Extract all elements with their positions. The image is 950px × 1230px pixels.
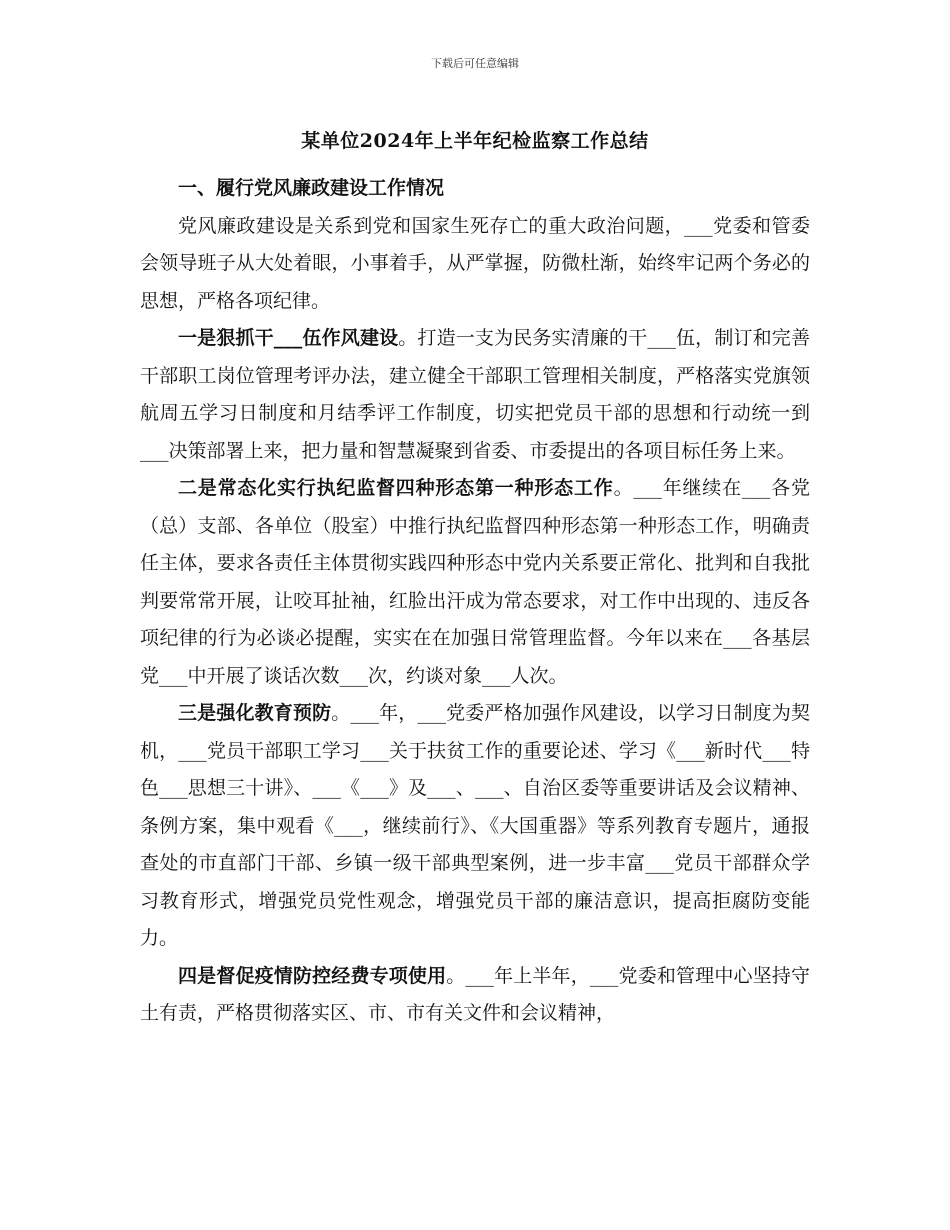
point-body: 。___年继续在___各党（总）支部、各单位（股室）中推行执纪监督四种形态第一种形态工作，明确责任主体，要求各责任主体贯彻实践四种形态中党内关系要正常化、批判和自我批判要常常开展，让咬耳扯袖，红脸出汗成为常态要求，对工作中出现的、违反各项纪律的行为必谈必提醒，实实在在加强日常管理监督。今年以来在___各基层党___中开展了谈话次数___次，约谈对象___人次。 xyxy=(140,477,810,687)
intro-paragraph: 党风廉政建设是关系到党和国家生死存亡的重大政治问题，___党委和管委会领导班子从大处着眼，小事着手，从严掌握，防微杜渐，始终牢记两个务必的思想，严格各项纪律。 xyxy=(140,214,810,312)
point-lead: 二是常态化实行执纪监督四种形态第一种形态工作 xyxy=(178,477,614,499)
point-lead: 四是督促疫情防控经费专项使用 xyxy=(178,964,447,987)
point-body: 。___年，___党委严格加强作风建设，以学习日制度为契机，___党员干部职工学习___关于扶贫工作的重要论述、学习《___新时代___特色___思想三十讲》、___《___》及___、___、自治区委等重要讲话及会议精神、条例方案，集中观看《___，继续前行》、《大国重器》等系列教育专题片，通报查处的市直部门干部、乡镇一级干部典型案例，进一步丰富___党员干部群众学习教育形式，增强党员党性观念，增强党员干部的廉洁意识，提高拒腐防变能力。 xyxy=(140,702,810,949)
section-heading: 一、履行党风廉政建设工作情况 xyxy=(178,177,445,199)
point-body: 。___年上半年，___党委和管理中心坚持守土有责，严格贯彻落实区、市、市有关文件和会议精神， xyxy=(140,964,810,1024)
point-lead: 一是狠抓干___伍作风建设 xyxy=(178,327,399,349)
point-paragraph-4 xyxy=(140,958,810,1033)
document-title: 某单位2024年上半年纪检监察工作总结 xyxy=(301,130,649,152)
document-body xyxy=(140,170,810,1033)
point-body: 。打造一支为民务实清廉的干___伍，制订和完善干部职工岗位管理考评办法，建立健全干部职工管理相关制度，严格落实党旗领航周五学习日制度和月结季评工作制度，切实把党员干部的思想和行动统一到___决策部署上来，把力量和智慧凝聚到省委、市委提出的各项目标任务上来。 xyxy=(140,327,810,462)
point-paragraph-2 xyxy=(140,470,810,695)
point-paragraph-1 xyxy=(140,320,810,470)
point-lead: 三是强化教育预防 xyxy=(178,702,332,724)
header-note: 下载后可任意编辑 xyxy=(431,57,519,70)
point-paragraph-3 xyxy=(140,695,810,958)
